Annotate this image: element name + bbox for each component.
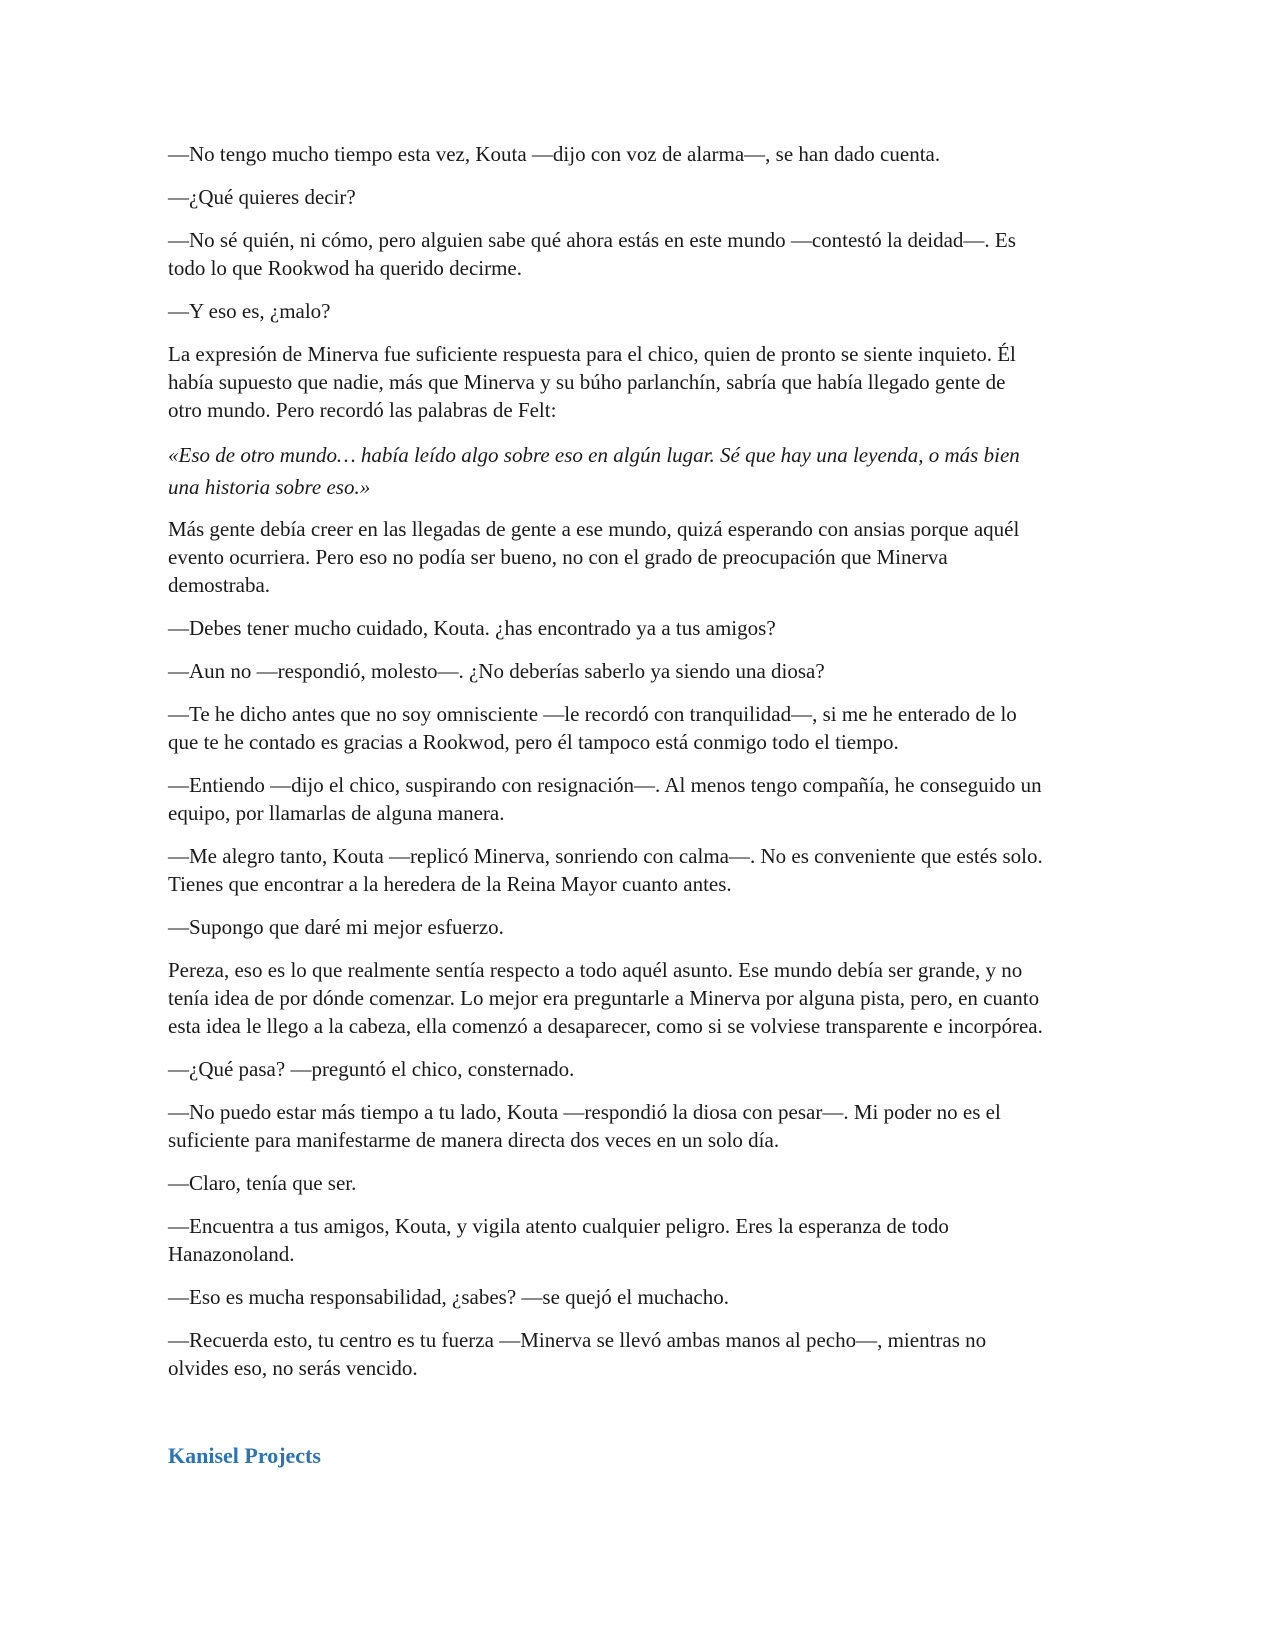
paragraph: —No puedo estar más tiempo a tu lado, Kouta —respondió la diosa con pesar—. Mi poder no es el suficiente para manifestarme de manera directa dos veces en un solo día. xyxy=(168,1100,1001,1152)
paragraph: —Encuentra a tus amigos, Kouta, y vigila atento cualquier peligro. Eres la esperanza de todo Hanazonoland. xyxy=(168,1214,949,1266)
paragraph: —Debes tener mucho cuidado, Kouta. ¿has encontrado ya a tus amigos? xyxy=(168,616,776,640)
paragraph: —Supongo que daré mi mejor esfuerzo. xyxy=(168,915,504,939)
footer-publisher: Kanisel Projects xyxy=(168,1443,321,1468)
paragraph: —Te he dicho antes que no soy omnisciente —le recordó con tranquilidad—, si me he enterado de lo que te he contado es gracias a Rookwod, pero él tampoco está conmigo todo el tiempo. xyxy=(168,702,1017,754)
paragraph: —Entiendo —dijo el chico, suspirando con resignación—. Al menos tengo compañía, he conseguido un equipo, por llamarlas de alguna manera. xyxy=(168,773,1042,825)
paragraph: Pereza, eso es lo que realmente sentía respecto a todo aquél asunto. Ese mundo debía ser grande, y no tenía idea de por dónde comenzar. Lo mejor era preguntarle a Minerva por alguna pista, pero, en cuanto esta idea le llego a la cabeza, ella comenzó a desaparecer, como si se volviese transparente e incorpórea. xyxy=(168,958,1043,1038)
quote-paragraph: «Eso de otro mundo… había leído algo sobre eso en algún lugar. Sé que hay una leyenda, o más bien una historia sobre eso.» xyxy=(168,443,1020,499)
paragraph: —Aun no —respondió, molesto—. ¿No deberías saberlo ya siendo una diosa? xyxy=(168,659,825,683)
paragraph: —Recuerda esto, tu centro es tu fuerza —Minerva se llevó ambas manos al pecho—, mientras no olvides eso, no serás vencido. xyxy=(168,1328,987,1380)
document-body xyxy=(168,140,1043,1397)
paragraph: Más gente debía creer en las llegadas de gente a ese mundo, quizá esperando con ansias porque aquél evento ocurriera. Pero eso no podía ser bueno, no con el grado de preocupación que Minerva demostraba. xyxy=(168,517,1020,597)
paragraph: —¿Qué quieres decir? xyxy=(168,185,356,209)
paragraph: —Me alegro tanto, Kouta —replicó Minerva, sonriendo con calma—. No es conveniente que estés solo. Tienes que encontrar a la heredera de la Reina Mayor cuanto antes. xyxy=(168,844,1043,896)
paragraph: —¿Qué pasa? —preguntó el chico, consternado. xyxy=(168,1057,575,1081)
paragraph: —No tengo mucho tiempo esta vez, Kouta —dijo con voz de alarma—, se han dado cuenta. xyxy=(168,142,941,166)
paragraph: —Y eso es, ¿malo? xyxy=(168,299,331,323)
paragraph: —No sé quién, ni cómo, pero alguien sabe qué ahora estás en este mundo —contestó la deidad—. Es todo lo que Rookwod ha querido decirme. xyxy=(168,228,1016,280)
paragraph: La expresión de Minerva fue suficiente respuesta para el chico, quien de pronto se siente inquieto. Él había supuesto que nadie, más que Minerva y su búho parlanchín, sabría que había llegado gente de otro mundo. Pero recordó las palabras de Felt: xyxy=(168,342,1016,422)
paragraph: —Claro, tenía que ser. xyxy=(168,1171,357,1195)
paragraph: —Eso es mucha responsabilidad, ¿sabes? —se quejó el muchacho. xyxy=(168,1285,730,1309)
